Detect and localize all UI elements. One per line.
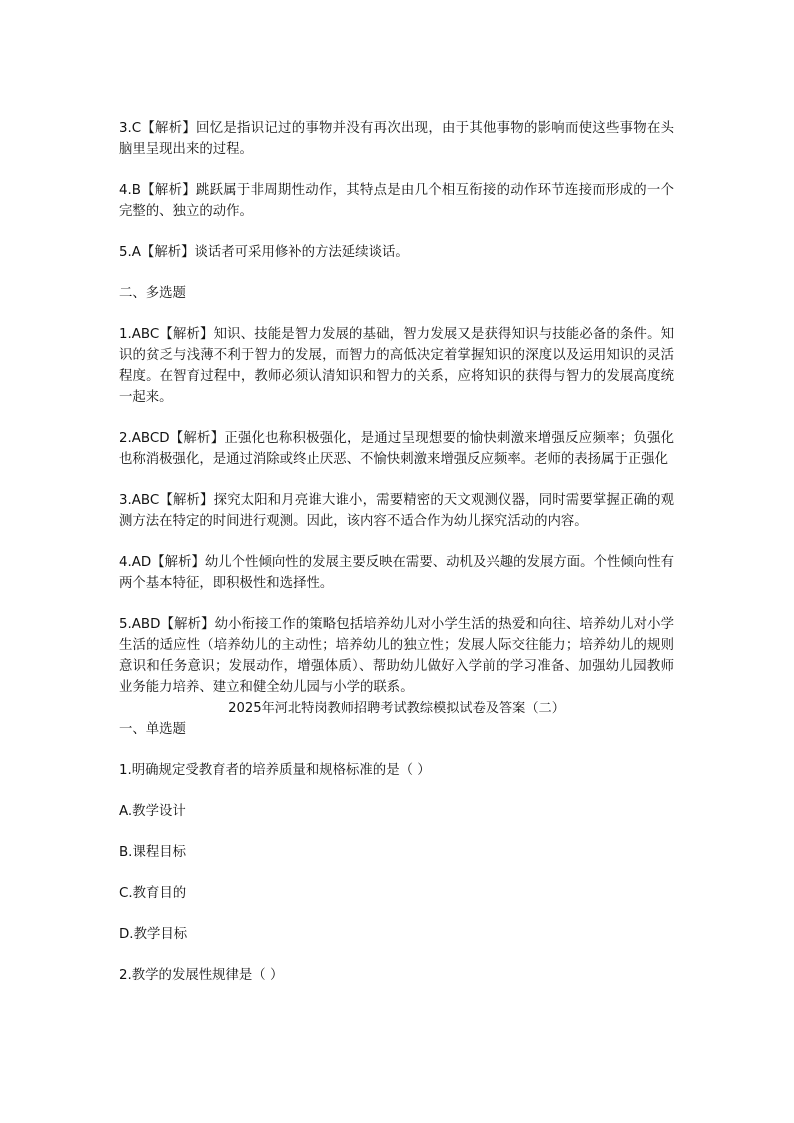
question-1-option-d: D.教学目标 — [119, 927, 188, 942]
multi-answer-3: 3.ABC【解析】探究太阳和月亮谁大谁小，需要精密的天文观测仪器，同时需要掌握正确的观测方法在特定的时间进行观测。因此，该内容不适合作为幼儿探究活动的内容。 — [119, 493, 674, 529]
question-1: 1.明确规定受教育者的培养质量和规格标准的是（ ） — [119, 763, 431, 778]
answer-5: 5.A【解析】谈话者可采用修补的方法延续谈话。 — [119, 245, 409, 260]
multi-answer-5: 5.ABD【解析】幼小衔接工作的策略包括培养幼儿对小学生活的热爱和向往、培养幼儿对小学生活的适应性（培养幼儿的主动性；培养幼儿的独立性；发展人际交往能力；培养幼儿的规则意识和任务意识；发展动作，增强体质）、帮助幼儿做好入学前的学习准备、加强幼儿园教师业务能力培养、建立和健全幼儿园与小学的联系。 — [119, 617, 674, 695]
question-2: 2.教学的发展性规律是（ ） — [119, 968, 284, 983]
answer-3: 3.C【解析】回忆是指识记过的事物并没有再次出现，由于其他事物的影响而使这些事物在头脑里呈现出来的过程。 — [119, 121, 674, 157]
multi-answer-4: 4.AD【解析】幼儿个性倾向性的发展主要反映在需要、动机及兴趣的发展方面。个性倾向性有两个基本特征，即积极性和选择性。 — [119, 555, 674, 591]
question-1-option-a: A.教学设计 — [119, 804, 186, 819]
multi-choice-heading: 二、多选题 — [119, 286, 186, 301]
single-choice-heading: 一、单选题 — [119, 722, 186, 737]
question-1-option-c: C.教育目的 — [119, 886, 187, 901]
question-1-option-b: B.课程目标 — [119, 845, 187, 860]
answer-4: 4.B【解析】跳跃属于非周期性动作，其特点是由几个相互衔接的动作环节连接而形成的一个完整的、独立的动作。 — [119, 183, 674, 219]
multi-answer-2: 2.ABCD【解析】正强化也称积极强化，是通过呈现想要的愉快刺激来增强反应频率；负强化也称消极强化，是通过消除或终止厌恶、不愉快刺激来增强反应频率。老师的表扬属于正强化 — [119, 431, 674, 467]
exam-title: 2025年河北特岗教师招聘考试教综模拟试卷及答案（二） — [228, 701, 565, 716]
document-content — [119, 118, 674, 1006]
multi-answer-1: 1.ABC【解析】知识、技能是智力发展的基础，智力发展又是获得知识与技能必备的条件。知识的贫乏与浅薄不利于智力的发展，而智力的高低决定着掌握知识的深度以及运用知识的灵活程度。在智育过程中，教师必须认清知识和智力的关系，应将知识的获得与智力的发展高度统一起来。 — [119, 327, 674, 405]
